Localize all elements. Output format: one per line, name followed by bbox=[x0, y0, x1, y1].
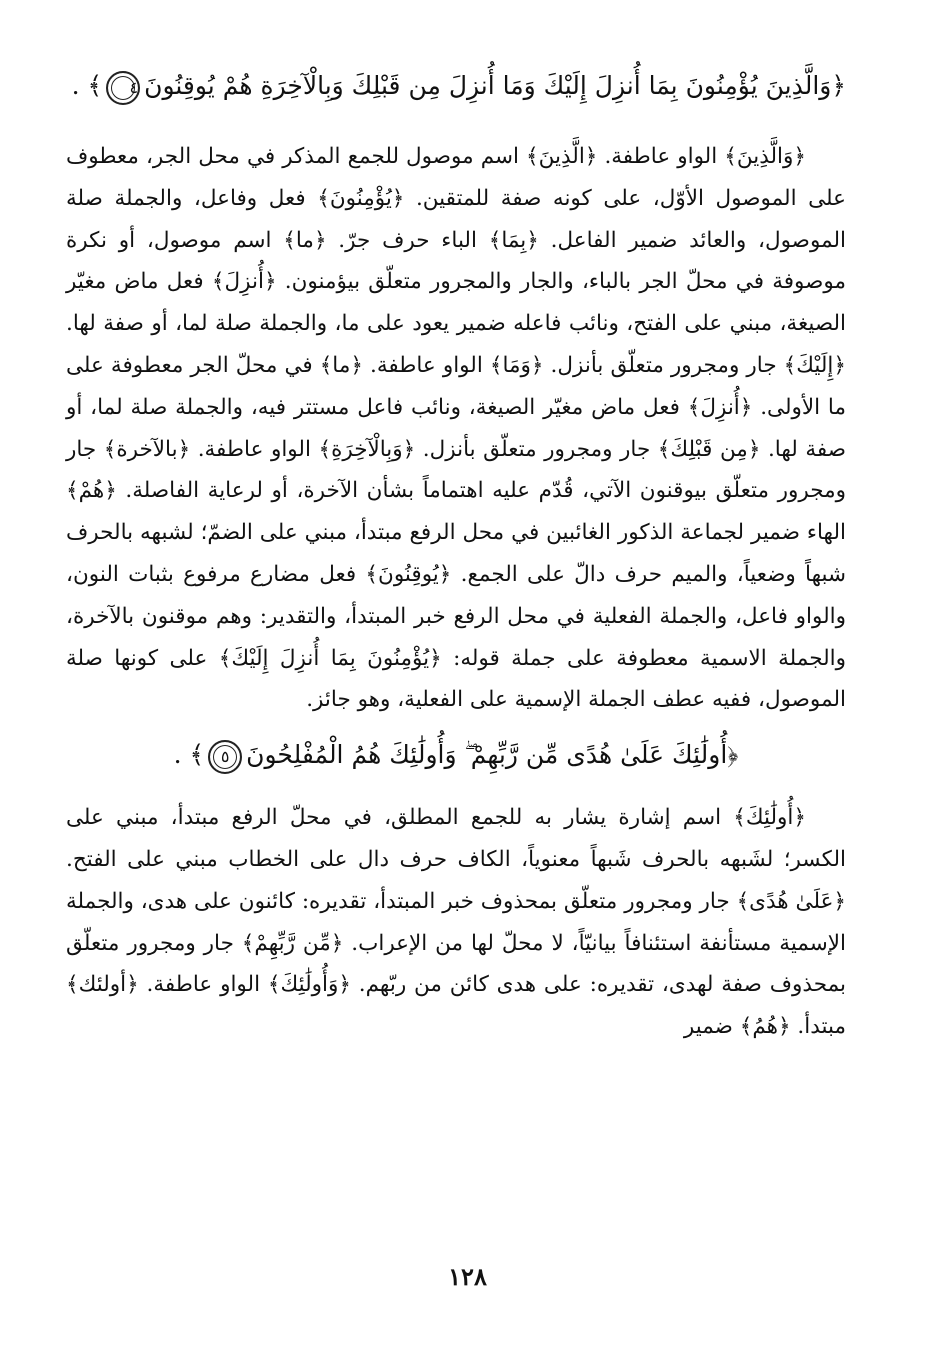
ayah-number-marker: ٤ bbox=[106, 71, 140, 105]
quran-verse-4 bbox=[66, 62, 846, 110]
parsing-paragraph-verse-5: ﴿أُولَٰئِكَ﴾ اسم إشارة يشار به للجمع المطلق، في محلّ الرفع مبتدأ، مبني على الكسر؛ لشَبهه بالحرف شَبهاً معنوياً، الكاف حرف دال على الخطاب مبني على الفتح. ﴿عَلَىٰ هُدًى﴾ جار ومجرور متعلّق بمحذوف خبر المبتدأ، تقديره: كائنون على هدى، والجملة الإسمية مستأنفة استئنافاً بيانيّاً، لا محلّ لها من الإعراب. ﴿مِّن رَّبِّهِمْ﴾ جار ومجرور متعلّق بمحذوف صفة لهدى، تقديره: على هدى كائن من ربّهم. ﴿وَأُولَٰئِكَ﴾ الواو عاطفة. ﴿أولئك﴾ مبتدأ. ﴿هُمُ﴾ ضمير bbox=[66, 805, 846, 1040]
verse-5-text: ﴿أُولَٰئِكَ عَلَىٰ هُدًى مِّن رَّبِّهِمْ ۖ وَأُولَٰئِكَ هُمُ الْمُفْلِحُونَ bbox=[246, 740, 739, 770]
quran-verse-5 bbox=[66, 731, 846, 779]
ayah-number-marker: ٥ bbox=[208, 740, 242, 774]
page-number: ١٢٨ bbox=[448, 1262, 487, 1291]
verse-4-text: ﴿وَالَّذِينَ يُؤْمِنُونَ بِمَا أُنزِلَ إِلَيْكَ وَمَا أُنزِلَ مِن قَبْلِكَ وَبِالْآخِرَةِ هُمْ يُوقِنُونَ bbox=[144, 71, 846, 100]
verse-5-end: ﴾ . bbox=[173, 740, 205, 770]
page-body bbox=[66, 62, 846, 1048]
verse-4-end: ﴾ . bbox=[71, 71, 103, 100]
parsing-paragraph-verse-4: ﴿وَالَّذِينَ﴾ الواو عاطفة. ﴿الَّذِينَ﴾ اسم موصول للجمع المذكر في محل الجر، معطوف على الموصول الأوّل، على كونه صفة للمتقين. ﴿يُؤْمِنُونَ﴾ فعل وفاعل، والجملة صلة الموصول، والعائد ضمير الفاعل. ﴿بِمَا﴾ الباء حرف جرّ. ﴿ما﴾ اسم موصول، أو نكرة موصوفة في محلّ الجر بالباء، والجار والمجرور متعلّق بيؤمنون. ﴿أُنزِلَ﴾ فعل ماض مغيّر الصيغة، مبني على الفتح، ونائب فاعله ضمير يعود على ما، والجملة صلة لما، أو صفة لها. ﴿إِلَيْكَ﴾ جار ومجرور متعلّق بأنزل. ﴿وَمَا﴾ الواو عاطفة. ﴿ما﴾ في محلّ الجر معطوفة على ما الأولى. ﴿أُنزِلَ﴾ فعل ماض مغيّر الصيغة، ونائب فاعل مستتر فيه، والجملة صلة لما، أو صفة لها. ﴿مِن قَبْلِكَ﴾ جار ومجرور متعلّق بأنزل. ﴿وَبِالْآخِرَةِ﴾ الواو عاطفة. ﴿بالآخرة﴾ جار ومجرور متعلّق بيوقنون الآتي، قُدّم عليه اهتماماً بشأن الآخرة، أو لرعاية الفاصلة. ﴿هُمْ﴾ الهاء ضمير لجماعة الذكور الغائبين في محل الرفع مبتدأ، مبني على الضمّ؛ لشبهه بالحرف شبهاً وضعياً، والميم حرف دالّ على الجمع. ﴿يُوقِنُونَ﴾ فعل مضارع مرفوع بثبات النون، والواو فاعل، والجملة الفعلية في محل الرفع خبر المبتدأ، والتقدير: وهم موقنون بالآخرة، والجملة الاسمية معطوفة على جملة قوله: ﴿يُؤْمِنُونَ بِمَا أُنزِلَ إِلَيْكَ﴾ على كونها صلة الموصول، ففيه عطف الجملة الإسمية على الفعلية، وهو جائز. bbox=[66, 144, 846, 713]
